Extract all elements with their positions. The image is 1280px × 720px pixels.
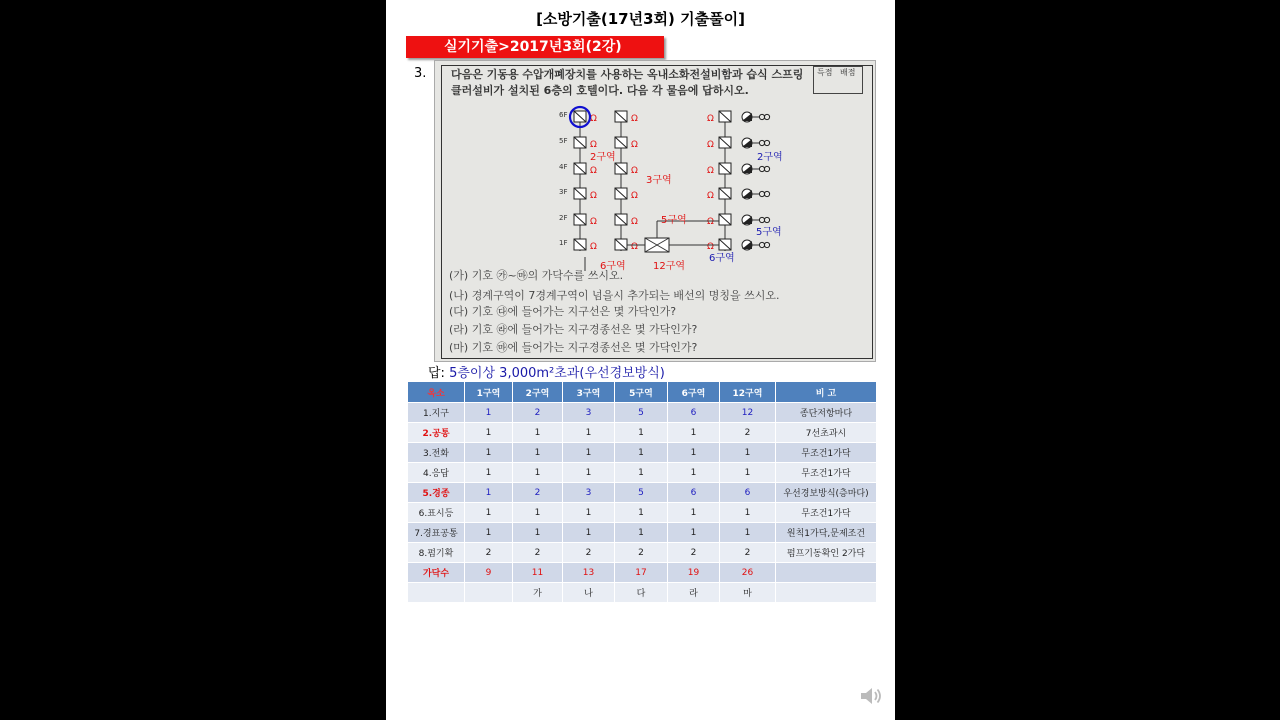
table-cell: 2 (513, 403, 563, 423)
points-label: 배점 (840, 68, 856, 77)
row-note: 무조건1가닥 (776, 503, 877, 523)
score-label: 득점 (817, 68, 833, 77)
letter-cell: 나 (563, 583, 615, 603)
terminal-resistor-icon: Ω (590, 242, 597, 252)
question-photo (434, 60, 876, 362)
total-cell: 26 (720, 563, 776, 583)
row-label: 4.응답 (408, 463, 465, 483)
table-cell: 1 (563, 423, 615, 443)
page-title: [소방기출(17년3회) 기출풀이] (536, 10, 745, 28)
section-banner: 실기기출>2017년3회(2강) (406, 36, 664, 58)
head-icon (759, 191, 764, 196)
head-icon (764, 191, 769, 196)
terminal-resistor-icon: Ω (590, 140, 597, 150)
floor-label: 6F (559, 111, 568, 119)
terminal-resistor-icon: Ω (631, 217, 638, 227)
empty-cell (776, 583, 877, 603)
head-icon (759, 140, 764, 145)
letter-cell: 라 (668, 583, 720, 603)
table-cell: 1 (668, 523, 720, 543)
head-icon (764, 166, 769, 171)
terminal-resistor-icon: Ω (631, 140, 638, 150)
row-note: 원칙1가닥,문제조건 (776, 523, 877, 543)
table-letter-row (408, 583, 877, 603)
head-icon (764, 114, 769, 119)
letter-cell: 가 (513, 583, 563, 603)
table-cell: 3 (563, 483, 615, 503)
table-cell: 1 (465, 403, 513, 423)
table-cell: 1 (465, 523, 513, 543)
row-label: 2.공통 (408, 423, 465, 443)
table-header-row (408, 382, 877, 403)
table-cell: 6 (668, 483, 720, 503)
terminal-resistor-icon: Ω (707, 191, 714, 201)
row-label: 8.펌기확 (408, 543, 465, 563)
table-cell: 1 (668, 463, 720, 483)
floor-label: 4F (559, 163, 568, 171)
table-cell: 2 (465, 543, 513, 563)
table-cell: 2 (615, 543, 668, 563)
terminal-resistor-icon: Ω (707, 140, 714, 150)
table-header-cell: 3구역 (563, 382, 615, 403)
row-label: 5.경종 (408, 483, 465, 503)
table-cell: 2 (563, 543, 615, 563)
answer-prefix: 답: (428, 366, 445, 381)
table-cell: 2 (720, 423, 776, 443)
row-note: 무조건1가닥 (776, 443, 877, 463)
terminal-resistor-icon: Ω (707, 242, 714, 252)
table-cell: 1 (513, 443, 563, 463)
table-cell: 1 (465, 483, 513, 503)
question-number: 3. (414, 66, 427, 81)
empty-cell (408, 583, 465, 603)
terminal-resistor-icon: Ω (631, 242, 638, 252)
letter-cell (465, 583, 513, 603)
zone-label-red: 2구역 (590, 152, 616, 163)
table-cell: 3 (563, 403, 615, 423)
answer-line (428, 362, 665, 381)
table-cell: 2 (513, 543, 563, 563)
zone-label-red: 12구역 (653, 261, 686, 272)
table-row (408, 543, 877, 563)
table-cell: 1 (513, 423, 563, 443)
table-cell: 1 (720, 523, 776, 543)
zone-label-blue: 6구역 (709, 253, 735, 264)
table-cell: 1 (513, 523, 563, 543)
terminal-resistor-icon: Ω (631, 166, 638, 176)
table-row (408, 503, 877, 523)
head-icon (759, 242, 764, 247)
row-label: 1.지구 (408, 403, 465, 423)
empty-cell (776, 563, 877, 583)
terminal-resistor-icon: Ω (590, 114, 597, 124)
question-text-line1: 다음은 기동용 수압개폐장치를 사용하는 옥내소화전설비함과 습식 스프링 (451, 68, 804, 81)
terminal-resistor-icon: Ω (631, 114, 638, 124)
table-header-cell: 1구역 (465, 382, 513, 403)
table-cell: 1 (720, 503, 776, 523)
zone-label-red: 6구역 (600, 261, 626, 272)
table-cell: 2 (720, 543, 776, 563)
total-cell: 19 (668, 563, 720, 583)
table-cell: 5 (615, 403, 668, 423)
table-total-row (408, 563, 877, 583)
speaker-icon[interactable] (858, 684, 884, 708)
table-header-cell: 비 고 (776, 382, 877, 403)
table-cell: 1 (720, 463, 776, 483)
table-cell: 1 (615, 503, 668, 523)
terminal-resistor-icon: Ω (590, 166, 597, 176)
table-row (408, 403, 877, 423)
terminal-resistor-icon: Ω (707, 166, 714, 176)
table-header-cell: 12구역 (720, 382, 776, 403)
zone-label-blue: 5구역 (756, 227, 782, 238)
table-cell: 1 (513, 463, 563, 483)
table-cell: 1 (615, 523, 668, 543)
row-note: 무조건1가닥 (776, 463, 877, 483)
head-icon (759, 217, 764, 222)
row-label: 7.경표공통 (408, 523, 465, 543)
head-icon (759, 114, 764, 119)
table-cell: 1 (465, 443, 513, 463)
table-cell: 1 (668, 503, 720, 523)
head-icon (764, 217, 769, 222)
head-icon (764, 140, 769, 145)
sub-question: (라) 기호 ㉱에 들어가는 지구경종선은 몇 가닥인가? (449, 323, 698, 336)
table-row (408, 483, 877, 503)
table-cell: 1 (563, 443, 615, 463)
table-row (408, 463, 877, 483)
table-row (408, 443, 877, 463)
terminal-resistor-icon: Ω (590, 217, 597, 227)
total-label: 가닥수 (408, 563, 465, 583)
sub-question: (나) 경계구역이 7경계구역이 넘을시 추가되는 배선의 명칭을 쓰시오. (449, 289, 780, 302)
table-cell: 6 (720, 483, 776, 503)
total-cell: 11 (513, 563, 563, 583)
table-header-cell: 2구역 (513, 382, 563, 403)
floor-label: 5F (559, 137, 568, 145)
table-header-cell: 6구역 (668, 382, 720, 403)
table-cell: 5 (615, 483, 668, 503)
table-cell: 1 (720, 443, 776, 463)
table-header-cell: 5구역 (615, 382, 668, 403)
letter-cell: 마 (720, 583, 776, 603)
table-cell: 1 (563, 503, 615, 523)
row-note: 종단저항마다 (776, 403, 877, 423)
total-cell: 9 (465, 563, 513, 583)
sub-question: (다) 기호 ㉰에 들어가는 지구선은 몇 가닥인가? (449, 305, 677, 318)
table-cell: 2 (513, 483, 563, 503)
zone-label-red: 5구역 (661, 215, 687, 226)
table-cell: 1 (465, 423, 513, 443)
table-row (408, 523, 877, 543)
terminal-resistor-icon: Ω (707, 114, 714, 124)
document-page (386, 0, 895, 720)
answer-table (407, 381, 877, 603)
floor-label: 1F (559, 239, 568, 247)
row-label: 6.표시등 (408, 503, 465, 523)
question-text-line2: 클러설비가 설치된 6층의 호텔이다. 다음 각 물음에 답하시오. (451, 84, 749, 97)
row-note: 7선초과시 (776, 423, 877, 443)
table-cell: 12 (720, 403, 776, 423)
head-icon (759, 166, 764, 171)
head-icon (764, 242, 769, 247)
row-label: 3.전화 (408, 443, 465, 463)
letter-cell: 다 (615, 583, 668, 603)
sub-question: (가) 기호 ㉮~㉲의 가닥수를 쓰시오. (449, 269, 624, 282)
answer-text: 5층이상 3,000m²초과(우선경보방식) (449, 366, 665, 381)
table-header-cell: 옥소 (408, 382, 465, 403)
sub-question: (마) 기호 ㉲에 들어가는 지구경종선은 몇 가닥인가? (449, 341, 698, 354)
total-cell: 17 (615, 563, 668, 583)
table-cell: 1 (465, 463, 513, 483)
table-cell: 1 (668, 443, 720, 463)
table-cell: 6 (668, 403, 720, 423)
table-cell: 1 (465, 503, 513, 523)
row-note: 펌프기동확인 2가닥 (776, 543, 877, 563)
zone-label-blue: 2구역 (757, 152, 783, 163)
table-cell: 1 (615, 463, 668, 483)
table-cell: 1 (668, 423, 720, 443)
row-note: 우선경보방식(층마다) (776, 483, 877, 503)
table-cell: 1 (563, 523, 615, 543)
table-cell: 1 (615, 423, 668, 443)
table-cell: 1 (615, 443, 668, 463)
terminal-resistor-icon: Ω (590, 191, 597, 201)
table-cell: 1 (563, 463, 615, 483)
table-cell: 2 (668, 543, 720, 563)
terminal-resistor-icon: Ω (631, 191, 638, 201)
table-row (408, 423, 877, 443)
floor-label: 2F (559, 214, 568, 222)
terminal-resistor-icon: Ω (707, 217, 714, 227)
floor-label: 3F (559, 188, 568, 196)
total-cell: 13 (563, 563, 615, 583)
zone-label-red: 3구역 (646, 175, 672, 186)
table-cell: 1 (513, 503, 563, 523)
